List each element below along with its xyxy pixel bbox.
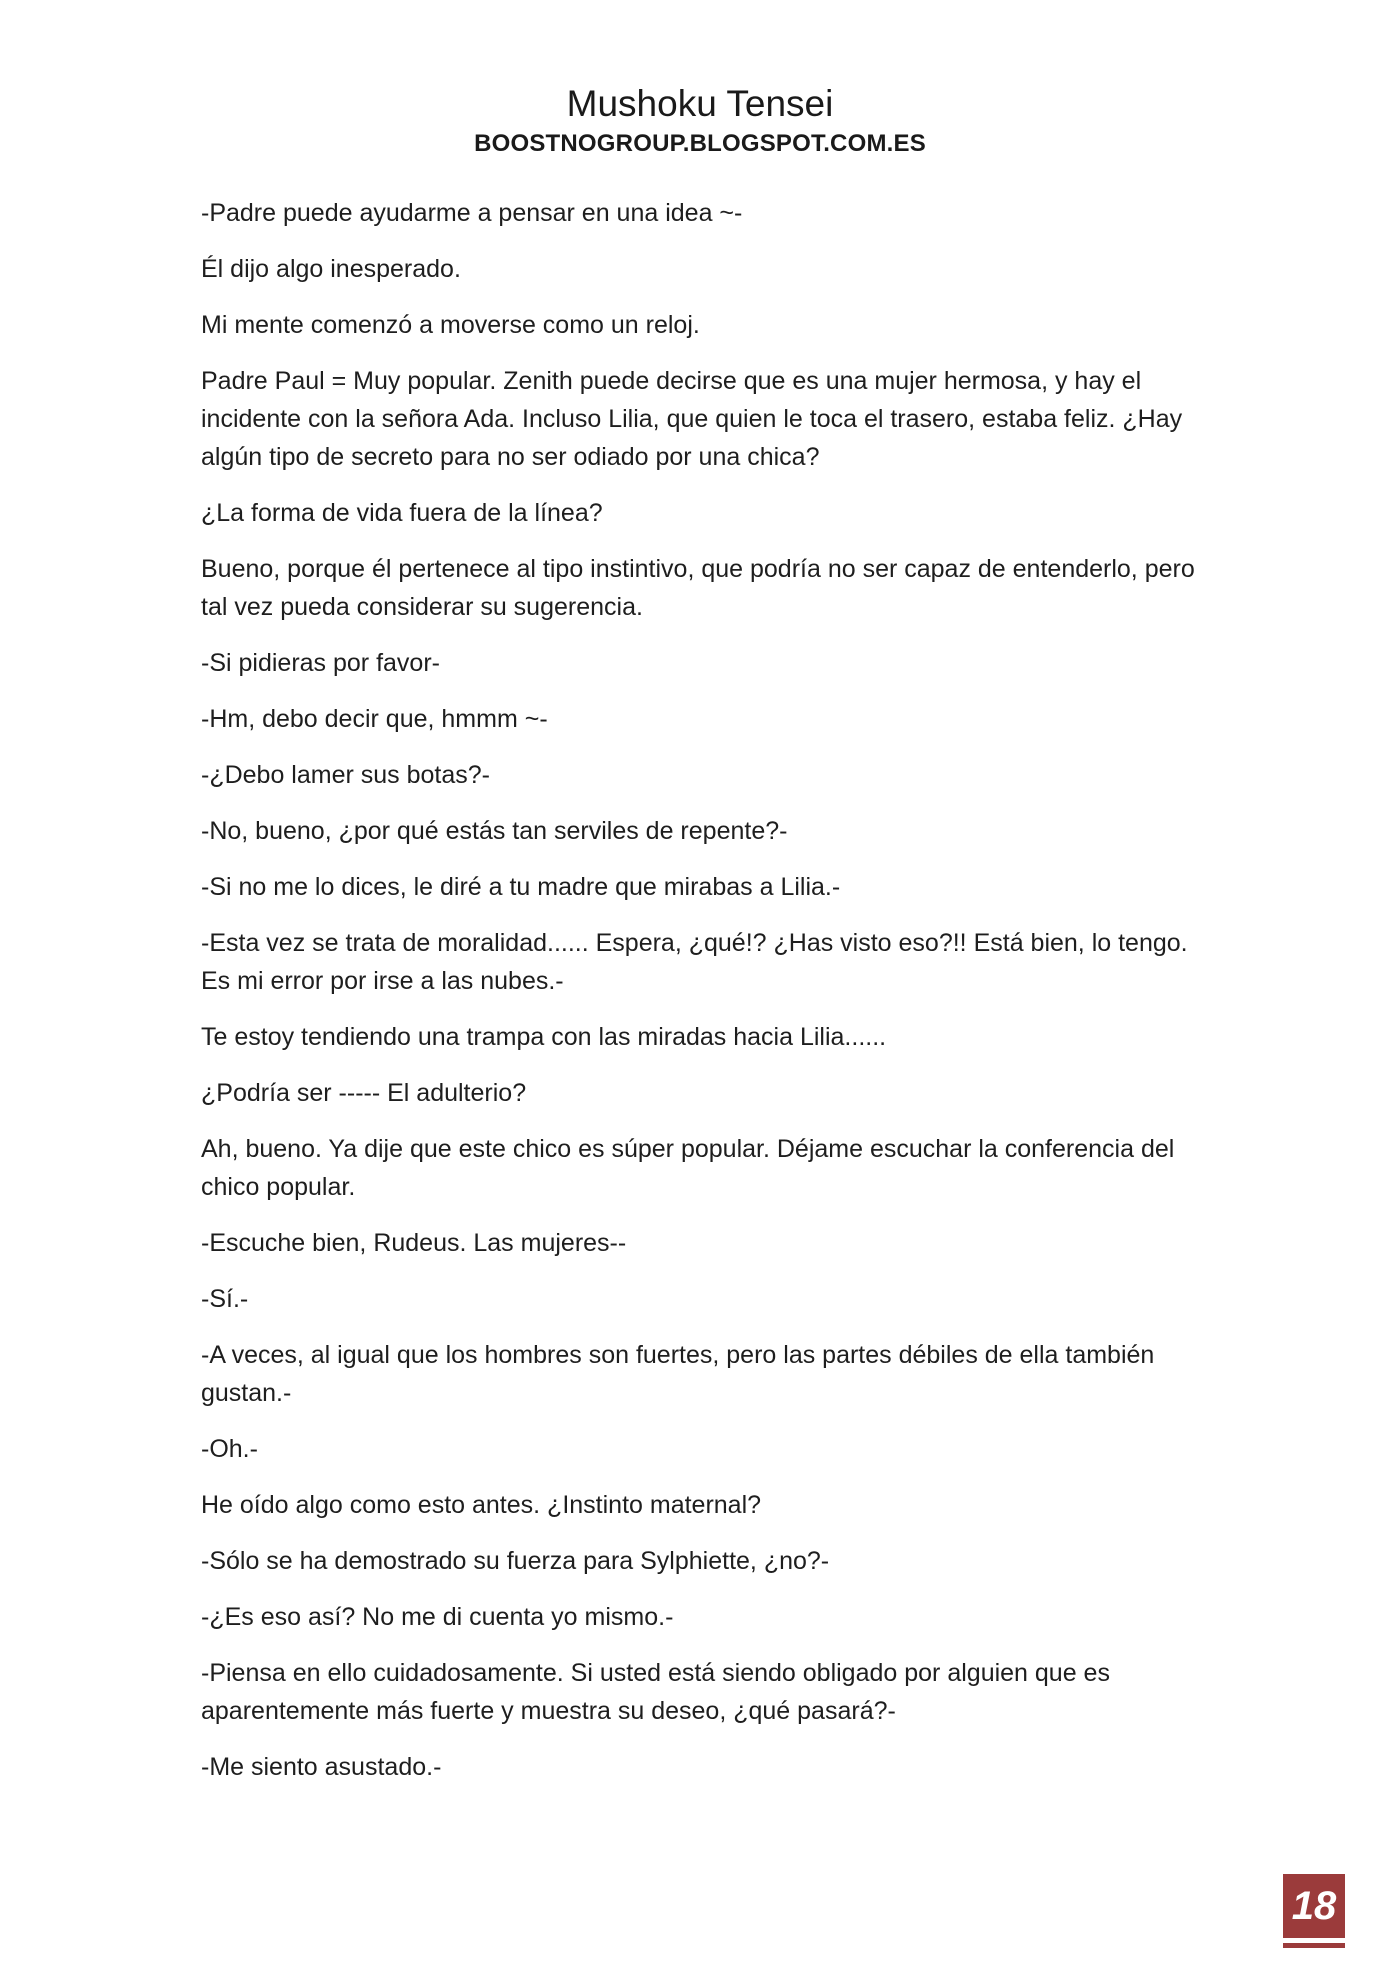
book-title: Mushoku Tensei bbox=[566, 83, 834, 124]
paragraph: Ah, bueno. Ya dije que este chico es súper popular. Déjame escuchar la conferencia del chico popular. bbox=[201, 1135, 1175, 1201]
paragraph: Él dijo algo inesperado. bbox=[201, 255, 461, 283]
paragraph: -Si no me lo dices, le diré a tu madre que mirabas a Lilia.- bbox=[201, 873, 841, 901]
paragraph: He oído algo como esto antes. ¿Instinto maternal? bbox=[201, 1491, 762, 1519]
paragraph: Mi mente comenzó a moverse como un reloj. bbox=[201, 311, 700, 339]
paragraph: -Me siento asustado.- bbox=[201, 1753, 442, 1781]
paragraph: Te estoy tendiendo una trampa con las miradas hacia Lilia...... bbox=[201, 1023, 887, 1051]
paragraph: -Esta vez se trata de moralidad...... Espera, ¿qué!? ¿Has visto eso?!! Está bien, lo tengo. Es mi error por irse a las nubes.- bbox=[201, 929, 1188, 995]
paragraph: -Escuche bien, Rudeus. Las mujeres-- bbox=[201, 1229, 627, 1257]
paragraph: -¿Es eso así? No me di cuenta yo mismo.- bbox=[201, 1603, 674, 1631]
paragraph: Bueno, porque él pertenece al tipo instintivo, que podría no ser capaz de entenderlo, pero tal vez pueda considerar su sugerencia. bbox=[201, 555, 1195, 621]
paragraph: -Oh.- bbox=[201, 1435, 258, 1463]
paragraph: -Sólo se ha demostrado su fuerza para Sylphiette, ¿no?- bbox=[201, 1547, 830, 1575]
paragraph: -Si pidieras por favor- bbox=[201, 649, 440, 677]
paragraph: -Padre puede ayudarme a pensar en una idea ~- bbox=[201, 199, 743, 227]
paragraph: Padre Paul = Muy popular. Zenith puede decirse que es una mujer hermosa, y hay el incidente con la señora Ada. Incluso Lilia, que quien le toca el trasero, estaba feliz. ¿Hay algún tipo de secreto para no ser odiado por una chica? bbox=[201, 367, 1183, 471]
site-url: BOOSTNOGROUP.BLOGSPOT.COM.ES bbox=[474, 130, 926, 157]
page-number-badge: 18 bbox=[1283, 1874, 1345, 1938]
paragraph: ¿La forma de vida fuera de la línea? bbox=[201, 499, 603, 527]
paragraph: -A veces, al igual que los hombres son fuertes, pero las partes débiles de ella también gustan.- bbox=[201, 1341, 1155, 1407]
paragraph: -Piensa en ello cuidadosamente. Si usted está siendo obligado por alguien que es aparentemente más fuerte y muestra su deseo, ¿qué pasará?- bbox=[201, 1659, 1110, 1725]
paragraph: -¿Debo lamer sus botas?- bbox=[201, 761, 491, 789]
paragraph: -Sí.- bbox=[201, 1285, 249, 1313]
paragraph: ¿Podría ser ----- El adulterio? bbox=[201, 1079, 527, 1107]
paragraph: -Hm, debo decir que, hmmm ~- bbox=[201, 705, 548, 733]
page-body bbox=[201, 194, 1211, 1804]
page-number-underline bbox=[1283, 1943, 1345, 1948]
page-header bbox=[0, 82, 1400, 160]
paragraph: -No, bueno, ¿por qué estás tan serviles de repente?- bbox=[201, 817, 788, 845]
